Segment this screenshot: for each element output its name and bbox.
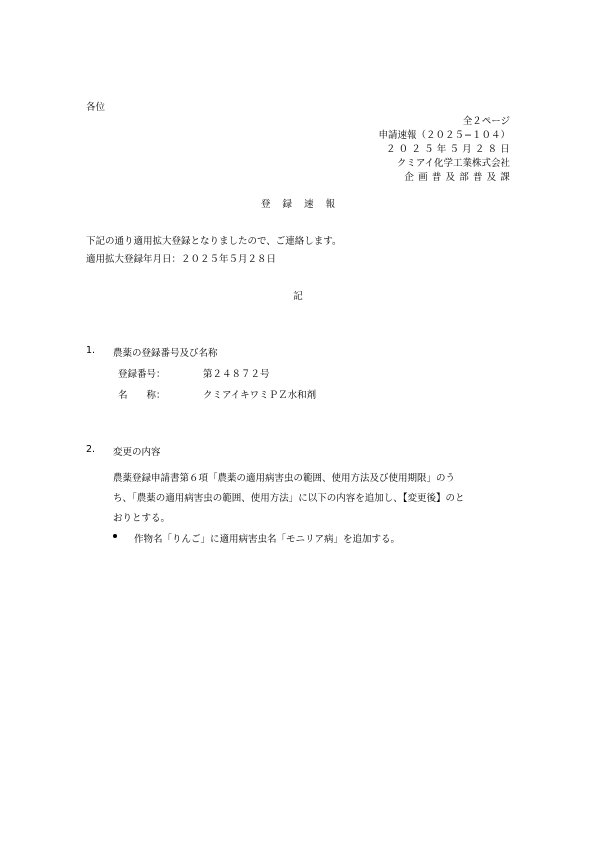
product-name-label: 名 称： (118, 390, 166, 401)
page-count: 全２ページ (462, 116, 510, 127)
paragraph-line: ち、「農薬の適用病害虫の範囲、使用方法」に以下の内容を追加し、【変更後】のと (113, 493, 465, 504)
ki-heading: 記 (293, 291, 303, 302)
company-name: クミアイ化学工業株式会社 (396, 158, 510, 169)
document-title: 登録速報 (260, 199, 347, 210)
section2-title: 変更の内容 (113, 447, 161, 458)
intro-text: 下記の通り適用拡大登録となりましたので、ご連絡します。 (86, 236, 342, 247)
addressee: 各位 (86, 102, 106, 113)
department-name: 企画普及部普及課 (404, 172, 514, 183)
product-name-value: クミアイキワミＰＺ水和剤 (203, 390, 317, 401)
issue-date: ２０２５年５月２８日 (385, 144, 513, 155)
section2-number: 2. (86, 444, 96, 455)
paragraph-line: おりとする。 (113, 513, 171, 524)
registration-number-label: 登録番号： (118, 369, 166, 380)
bullet-text: 作物名「りんご」に適用病害虫名「モニリア病」を追加する。 (134, 534, 401, 545)
section1-title: 農薬の登録番号及び名称 (113, 348, 218, 359)
bullet-icon (113, 534, 117, 538)
document-number: 申請速報（２０２５−１０４） (378, 130, 510, 141)
section1-number: 1. (86, 345, 96, 356)
registration-date: 適用拡大登録年月日：２０２５年５月２８日 (86, 254, 277, 265)
paragraph-line: 農薬登録申請書第６項「農薬の適用病害虫の範囲、使用方法及び使用期限」のう (113, 473, 456, 484)
registration-number-value: 第２４８７２号 (203, 369, 270, 380)
